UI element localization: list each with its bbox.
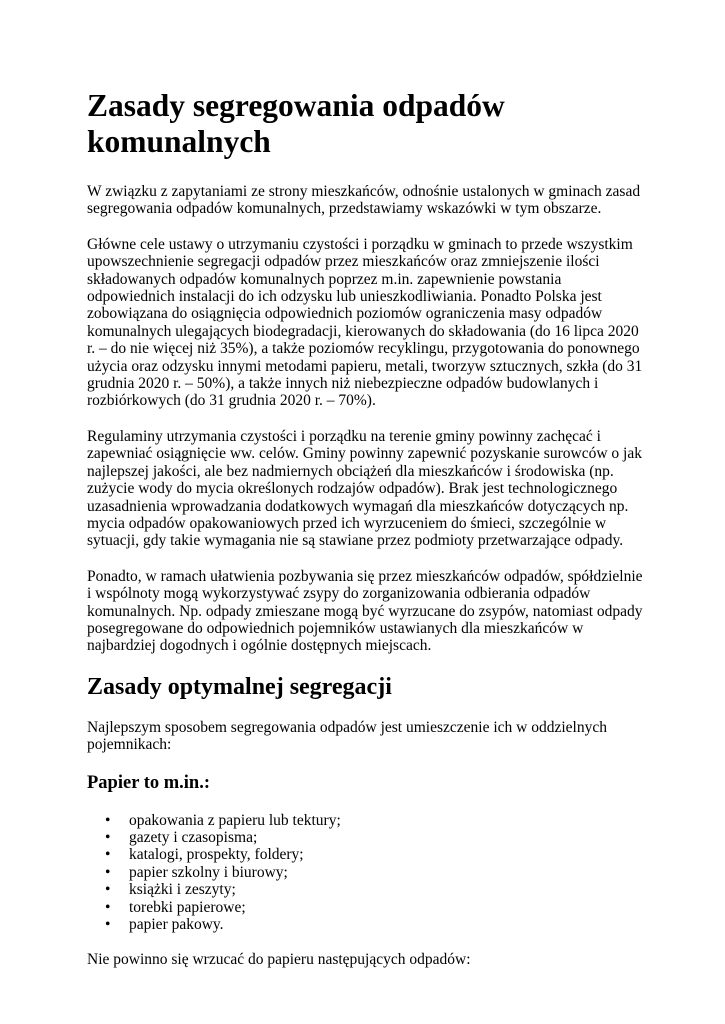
bullet-icon: •	[105, 863, 111, 881]
bullet-icon: •	[105, 898, 111, 916]
bullet-icon: •	[105, 916, 111, 933]
list-item-text: katalogi, prospekty, foldery;	[129, 846, 304, 864]
list-item	[87, 864, 647, 881]
paragraph-intro: W związku z zapytaniami ze strony mieszkańców, odnośnie ustalonych w gminach zasad segregowania odpadów komunalnych, przedstawiamy wskazówki w tym obszarze.	[87, 183, 641, 218]
section-heading: Zasady optymalnej segregacji	[87, 673, 392, 700]
paragraph-regulations: Regulaminy utrzymania czystości i porządku na terenie gminy powinny zachęcać i zapewniać osiągnięcie ww. celów. Gminy powinny zapewnić pozyskanie surowców o jak najlepszej jakości, ale bez nadmiernych obciążeń dla mieszkańców i środowiska (np. zużycie wody do mycia określonych rodzajów odpadów). Brak jest technologicznego uzasadnienia wprowadzania dodatkowych wymagań dla mieszkańców dotyczących np. mycia odpadów opakowaniowych przed ich wyrzuceniem do śmieci, szczególnie w sytuacji, gdy takie wymagania nie są stawiane przez podmioty przetwarzające odpady.	[87, 427, 642, 550]
bullet-icon: •	[105, 811, 111, 829]
list-item	[87, 881, 647, 898]
list-item-text: torebki papierowe;	[129, 898, 246, 916]
paragraph-chutes: Ponadto, w ramach ułatwienia pozbywania się przez mieszkańców odpadów, spółdzielnie i wspólnoty mogą wykorzystywać zsypy do zorganizowania odbierania odpadów komunalnych. Np. odpady zmieszane mogą być wyrzucane do zsypów, natomiast odpady posegregowane do odpowiednich pojemników ustawianych dla mieszkańców w najbardziej dogodnych i ogólnie dostępnych miejscach.	[87, 567, 643, 655]
list-item-text: gazety i czasopisma;	[129, 828, 258, 846]
paper-list	[87, 812, 647, 934]
list-item-text: papier pakowy.	[129, 916, 224, 933]
list-item	[87, 899, 647, 916]
list-item-text: opakowania z papieru lub tektury;	[129, 811, 341, 829]
list-item	[87, 916, 647, 933]
list-item-text: papier szkolny i biurowy;	[129, 863, 288, 881]
bullet-icon: •	[105, 828, 111, 846]
section-intro: Najlepszym sposobem segregowania odpadów jest umieszczenie ich w oddzielnych pojemnikach:	[87, 718, 607, 754]
list-item-text: książki i zeszyty;	[129, 881, 236, 899]
list-item	[87, 829, 647, 846]
paragraph-closing: Nie powinno się wrzucać do papieru następujących odpadów:	[87, 951, 471, 969]
list-item	[87, 846, 647, 863]
document-page	[87, 88, 647, 987]
page-title: Zasady segregowania odpadów komunalnych	[87, 88, 505, 159]
bullet-icon: •	[105, 881, 111, 899]
bullet-icon: •	[105, 846, 111, 864]
list-item	[87, 812, 647, 829]
paper-subheading: Papier to m.in.:	[87, 772, 210, 793]
paragraph-goals: Główne cele ustawy o utrzymaniu czystości i porządku w gminach to przede wszystkim upowszechnienie segregacji odpadów przez mieszkańców oraz zmniejszenie ilości składowanych odpadów komunalnych poprzez m.in. zapewnienie powstania odpowiednich instalacji do ich odzysku lub unieszkodliwiania. Ponadto Polska jest zobowiązana do osiągnięcia odpowiednich poziomów ograniczenia masy odpadów komunalnych ulegających biodegradacji, kierowanych do składowania (do 16 lipca 2020 r. – do nie więcej niż 35%), a także poziomów recyklingu, przygotowania do ponownego użycia oraz odzysku innymi metodami papieru, metali, tworzyw sztucznych, szkła (do 31 grudnia 2020 r. – 50%), a także innych niż niebezpieczne odpadów budowlanych i rozbiórkowych (do 31 grudnia 2020 r. – 70%).	[87, 235, 643, 410]
